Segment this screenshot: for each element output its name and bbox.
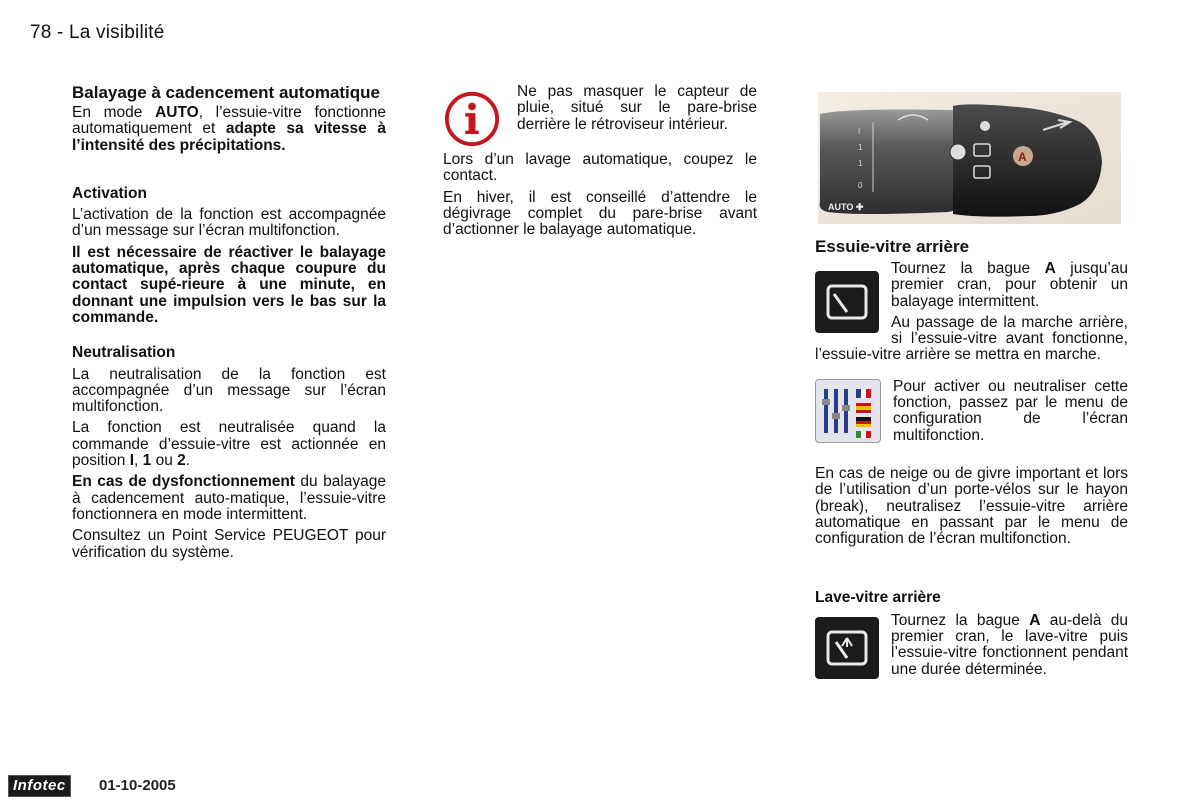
text-run: , l’essuie-vitre fonctionne automatiquement et	[72, 104, 386, 138]
rear-wiper-icon	[824, 282, 870, 322]
text-run: ou	[151, 452, 178, 470]
neutralisation-paragraph-1: La neutralisation de la fonction est accompagnée d’un message sur l’écran multifonction.	[72, 365, 386, 416]
ring-label: A	[1044, 260, 1056, 277]
text-run: Tournez la bague	[891, 260, 1045, 277]
text-run: au-delà du premier cran, le lave-vitre puis l’essuie-vitre fonctionnent pendant une durée déterminée.	[891, 612, 1128, 678]
section-title-auto-wipe: Balayage à cadencement automatique	[72, 83, 381, 102]
text-run: ,	[134, 452, 143, 470]
position-label: 1	[142, 452, 152, 470]
text-run: Tournez la bague	[891, 612, 1030, 629]
info-note: Ne pas masquer le capteur de pluie, situé sur le pare-brise derrière le rétroviseur intérieur.	[517, 83, 757, 133]
infotec-logo: Infotec	[8, 775, 71, 797]
position-label-2: 1	[858, 159, 863, 168]
activation-paragraph-1: L’activation de la fonction est accompagnée d’un message sur l’écran multifonction.	[72, 206, 386, 240]
ring-a-label: A	[1018, 150, 1027, 164]
position-label-3: 0	[858, 181, 863, 190]
info-icon	[443, 90, 501, 148]
config-paragraph: Pour activer ou neutraliser cette fonction, passez par le menu de configuration de l’écran multifonction.	[893, 378, 1128, 444]
rear-washer-icon-box	[815, 617, 879, 679]
snow-paragraph: En cas de neige ou de givre important et lors de l’utilisation d’un porte-vélos sur le hayon (break), neutralisez l’essuie-vitre arrière automatique en passant par le menu de configuration de l’écran multifonction.	[815, 464, 1128, 548]
position-label-1: 1	[858, 143, 863, 152]
text-run: La fonction est neutralisée quand la commande d’essuie-vitre est actionnée en position	[72, 419, 386, 470]
neutralisation-paragraph-4: Consultez un Point Service PEUGEOT pour vérification du système.	[72, 527, 386, 561]
rear-wiper-block	[815, 261, 1128, 364]
stalk-body	[820, 110, 958, 215]
neutralisation-paragraph-3	[72, 474, 386, 523]
ring-label: A	[1029, 612, 1041, 629]
text-run: En mode	[72, 104, 156, 121]
rear-wiper-title: Essuie-vitre arrière	[815, 237, 970, 256]
stalk-end-button	[950, 144, 966, 160]
rear-washer-icon	[824, 628, 870, 668]
column-right	[815, 238, 1128, 679]
footer-date: 01-10-2005	[99, 777, 176, 794]
auto-keyword: AUTO	[155, 104, 199, 121]
rear-washer-title: Lave-vitre arrière	[815, 589, 941, 607]
rear-off-dot-icon	[980, 121, 990, 131]
column-middle	[443, 84, 757, 238]
stalk-auto-label: AUTO ✚	[828, 202, 864, 212]
wiper-stalk-illustration	[818, 92, 1121, 224]
text-run: du balayage à cadencement auto-matique, l’essuie-vitre fonctionnera en mode intermittent.	[72, 473, 386, 523]
column-left	[72, 84, 386, 561]
position-label: 2	[177, 452, 186, 470]
text-run: .	[185, 452, 191, 470]
rear-wiper-icon-box	[815, 271, 879, 333]
config-menu-icon-box	[815, 379, 881, 443]
config-menu-icon	[820, 383, 876, 439]
activation-paragraph-2: Il est nécessaire de réactiver le balayage automatique, après chaque coupure du contact supé-rieure à une minute, en donnant une impulsion vers le bas sur la commande.	[72, 243, 386, 326]
car-wash-paragraph: Lors d’un lavage automatique, coupez le contact.	[443, 151, 757, 185]
position-label: I	[129, 452, 135, 470]
position-label-0: I	[858, 127, 861, 136]
text-run-bold: En cas de dysfonctionnement	[72, 473, 295, 491]
activation-title: Activation	[72, 184, 147, 202]
neutralisation-title: Neutralisation	[72, 344, 176, 362]
text-run-bold: adapte sa vitesse à l’intensité des précipitations.	[72, 120, 386, 154]
page-title: 78 - La visibilité	[30, 22, 165, 43]
neutralisation-paragraph-2	[72, 420, 386, 469]
auto-mode-paragraph	[72, 105, 386, 154]
rear-washer-block	[815, 613, 1128, 679]
rear-wiper-paragraph-2: Au passage de la marche arrière, si l’essuie-vitre avant fonctionne, l’essuie-vitre arrière se mettra en marche.	[815, 313, 1128, 364]
text-run: jusqu’au premier cran, pour obtenir un balayage intermittent.	[891, 260, 1129, 310]
winter-paragraph: En hiver, il est conseillé d’attendre le dégivrage complet du pare-brise avant d’actionner le balayage automatique.	[443, 188, 757, 239]
config-block	[815, 379, 1128, 444]
